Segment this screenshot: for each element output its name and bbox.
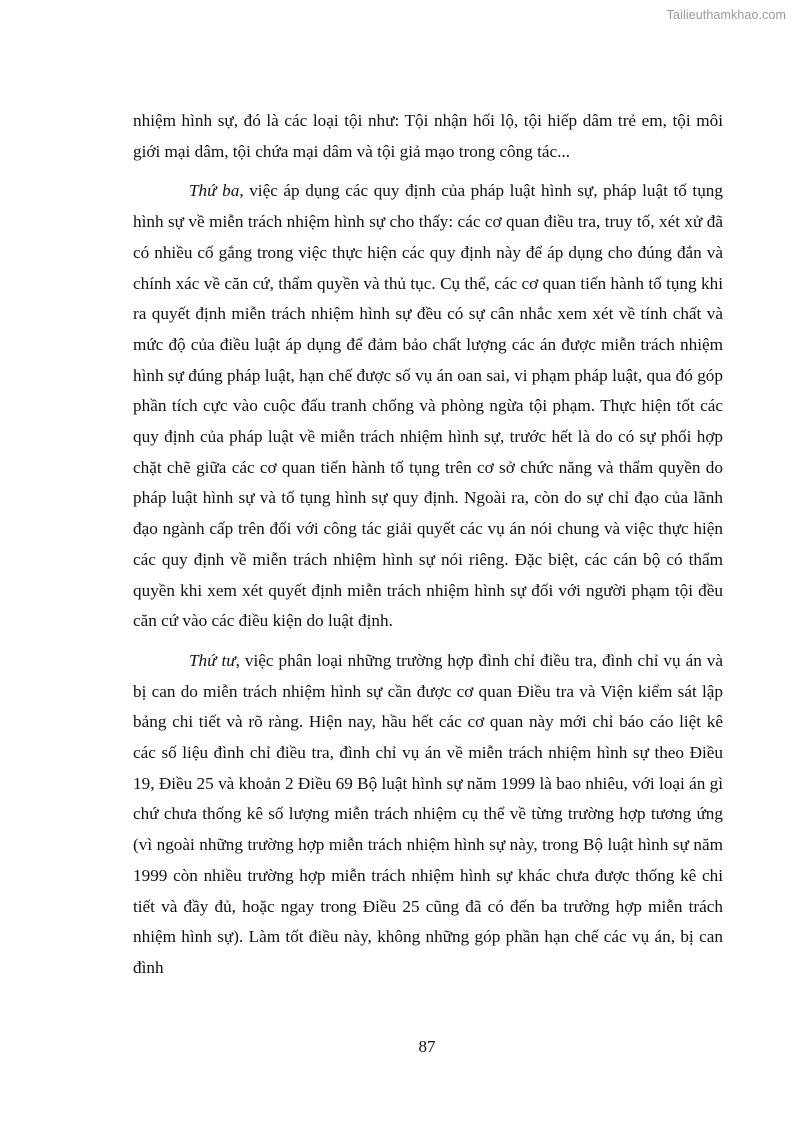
paragraph-continuation (133, 106, 723, 167)
paragraph-lead: Thứ ba (189, 181, 240, 201)
watermark-text: Tailieuthamkhao.com (666, 8, 786, 22)
paragraph-text: , việc phân loại những trường hợp đình chỉ điều tra, đình chỉ vụ án và bị can do miễn trách nhiệm hình sự cần được cơ quan Điều tra và Viện kiểm sát lập bảng chi tiết và rõ ràng. Hiện nay, hầu hết các cơ quan này mới chỉ báo cáo liệt kê các số liệu đình chỉ điều tra, đình chỉ vụ án về miễn trách nhiệm hình sự theo Điều 19, Điều 25 và khoản 2 Điều 69 Bộ luật hình sự năm 1999 là bao nhiêu, với loại án gì chứ chưa thống kê số lượng miễn trách nhiệm cụ thể về từng trường hợp tương ứng (vì ngoài những trường hợp miễn trách nhiệm hình sự này, trong Bộ luật hình sự năm 1999 còn nhiều trường hợp miễn trách nhiệm hình sự khác chưa được thống kê chi tiết và đầy đủ, hoặc ngay trong Điều 25 cũng đã có đến ba trường hợp miễn trách nhiệm hình sự). Làm tốt điều này, không những góp phần hạn chế các vụ án, bị can đình (133, 650, 723, 977)
paragraph-text: nhiệm hình sự, đó là các loại tội như: Tội nhận hối lộ, tội hiếp dâm trẻ em, tội môi giới mại dâm, tội chứa mại dâm và tội giả mạo trong công tác... (133, 111, 723, 161)
paragraph-text: , việc áp dụng các quy định của pháp luật hình sự, pháp luật tố tụng hình sự về miễn trách nhiệm hình sự cho thấy: các cơ quan điều tra, truy tố, xét xử đã có nhiều cố gắng trong việc thực hiện các quy định này để áp dụng cho đúng đắn và chính xác về căn cứ, thẩm quyền và thủ tục. Cụ thể, các cơ quan tiến hành tố tụng khi ra quyết định miễn trách nhiệm hình sự đều có sự cân nhắc xem xét về tính chất và mức độ của điều luật áp dụng để đảm bảo chất lượng các án được miễn trách nhiệm hình sự đúng pháp luật, hạn chế được số vụ án oan sai, vi phạm pháp luật, qua đó góp phần tích cực vào cuộc đấu tranh chống và phòng ngừa tội phạm. Thực hiện tốt các quy định của pháp luật về miễn trách nhiệm hình sự, trước hết là do có sự phối hợp chặt chẽ giữa các cơ quan tiến hành tố tụng trên cơ sở chức năng và thẩm quyền do pháp luật hình sự và tố tụng hình sự quy định. Ngoài ra, còn do sự chỉ đạo của lãnh đạo ngành cấp trên đối với công tác giải quyết các vụ án nói chung và việc thực hiện các quy định về miễn trách nhiệm hình sự nói riêng. Đặc biệt, các cán bộ có thẩm quyền khi xem xét quyết định miễn trách nhiệm hình sự đối với người phạm tội đều căn cứ vào các điều kiện do luật định. (133, 181, 723, 631)
page-number: 87 (418, 1037, 436, 1056)
paragraph-lead: Thứ tư (189, 650, 236, 670)
paragraph-thu-ba (133, 176, 723, 637)
paragraph-thu-tu (133, 646, 723, 984)
page-body (133, 106, 723, 984)
